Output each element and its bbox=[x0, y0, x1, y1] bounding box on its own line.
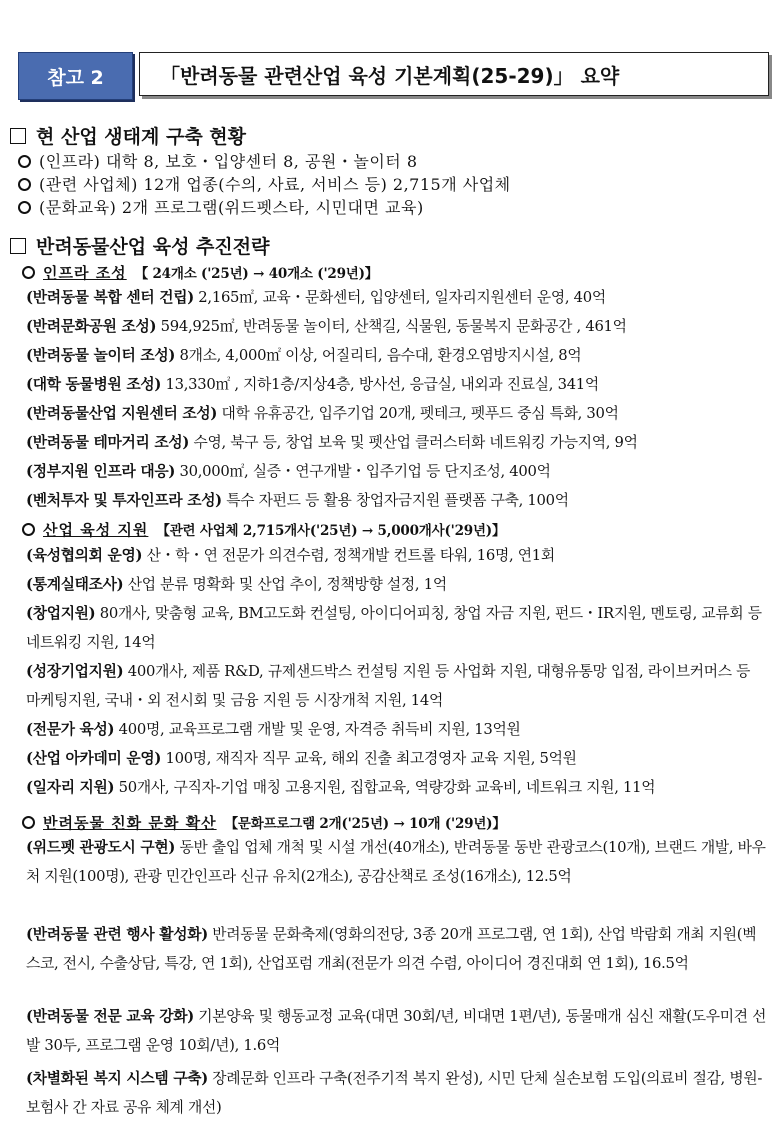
list-item: (반려동물 놀이터 조성) 8개소, 4,000㎡ 이상, 어질리티, 음수대, 환경오염방지시설, 8억 bbox=[26, 347, 582, 364]
list-item: (성장기업지원) 400개사, 제품 R&D, 규제샌드박스 컨설팅 지원 등 사업화 지원, 대형유통망 입점, 라이브커머스 등 마케팅지원, 국내・외 전시회 및 금융 지원 등 시장개척 지원, 14억 bbox=[26, 663, 751, 709]
ring-bullet-icon bbox=[22, 816, 35, 829]
list-item: (반려동물 전문 교육 강화) 기본양육 및 행동교정 교육(대면 30회/년, 비대면 1편/년), 동물매개 심신 재활(도우미견 선발 30두, 프로그램 운영 10회/년), 1.6억 bbox=[26, 1008, 767, 1054]
strategy-group-culture: 반려동물 친화 문화 확산 【문화프로그램 2개('25년) → 10개 ('29년)】 bbox=[22, 812, 506, 833]
status-bullet-businesses: (관련 사업체) 12개 업종(수의, 사료, 서비스 등) 2,715개 사업체 bbox=[18, 172, 511, 195]
list-item: (반려동물 테마거리 조성) 수영, 북구 등, 창업 보육 및 펫산업 클러스터화 네트워킹 가능지역, 9억 bbox=[26, 434, 638, 451]
list-item: (창업지원) 80개사, 맞춤형 교육, BM고도화 컨설팅, 아이디어피칭, 창업 자금 지원, 펀드・IR지원, 멘토링, 교류회 등 네트워킹 지원, 14억 bbox=[26, 605, 762, 651]
ring-bullet-icon bbox=[22, 266, 35, 279]
section-heading-strategy: 반려동물산업 육성 추진전략 bbox=[10, 232, 269, 259]
list-item: (반려동물 복합 센터 건립) 2,165㎡, 교육・문화센터, 입양센터, 일자리지원센터 운영, 40억 bbox=[26, 289, 606, 306]
list-item: (반려동물 관련 행사 활성화) 반려동물 문화축제(영화의전당, 3종 20개 프로그램, 연 1회), 산업 박람회 개최 지원(벡스코, 전시, 수출상담, 특강, 연 1회), 산업포럼 개최(전문가 의견 수렴, 아이디어 경진대회 연 1회), 16.5억 bbox=[26, 926, 757, 972]
ring-bullet-icon bbox=[22, 523, 35, 536]
ring-bullet-icon bbox=[18, 155, 31, 168]
reference-tag: 참고 2 bbox=[18, 52, 133, 100]
list-item: (정부지원 인프라 대응) 30,000㎡, 실증・연구개발・입주기업 등 단지조성, 400억 bbox=[26, 463, 551, 480]
list-item: (통계실태조사) 산업 분류 명확화 및 산업 추이, 정책방향 설정, 1억 bbox=[26, 576, 447, 593]
list-item: (일자리 지원) 50개사, 구직자-기업 매칭 고용지원, 집합교육, 역량강화 교육비, 네트워크 지원, 11억 bbox=[26, 779, 656, 796]
ring-bullet-icon bbox=[18, 178, 31, 191]
document-header bbox=[18, 52, 774, 100]
list-item: (반려문화공원 조성) 594,925㎡, 반려동물 놀이터, 산책길, 식물원, 동물복지 문화공간 , 461억 bbox=[26, 318, 627, 335]
status-bullet-infra: (인프라) 대학 8, 보호・입양센터 8, 공원・놀이터 8 bbox=[18, 149, 418, 172]
list-item: (육성협의회 운영) 산・학・연 전문가 의견수렴, 정책개발 컨트롤 타워, 16명, 연1회 bbox=[26, 547, 555, 564]
section-heading-current-status: 현 산업 생태계 구축 현황 bbox=[10, 122, 246, 149]
list-item: (위드펫 관광도시 구현) 동반 출입 업체 개척 및 시설 개선(40개소), 반려동물 동반 관광코스(10개), 브랜드 개발, 바우처 지원(100명), 관광 민간인프라 신규 유치(2개소), 공감산책로 조성(16개소), 12.5억 bbox=[26, 839, 766, 885]
ring-bullet-icon bbox=[18, 201, 31, 214]
document-title: 「반려동물 관련산업 육성 기본계획(25-29)」 요약 bbox=[139, 52, 769, 96]
list-item: (산업 아카데미 운영) 100명, 재직자 직무 교육, 해외 진출 최고경영자 교육 지원, 5억원 bbox=[26, 750, 577, 767]
list-item: (대학 동물병원 조성) 13,330㎡ , 지하1층/지상4층, 방사선, 응급실, 내외과 진료실, 341억 bbox=[26, 376, 599, 393]
list-item: (벤처투자 및 투자인프라 조성) 특수 자펀드 등 활용 창업자금지원 플랫폼 구축, 100억 bbox=[26, 492, 569, 509]
list-item: (차별화된 복지 시스템 구축) 장례문화 인프라 구축(전주기적 복지 완성), 시민 단체 실손보험 도입(의료비 절감, 병원-보험사 간 자료 공유 체계 개선) bbox=[26, 1070, 763, 1116]
status-bullet-culture: (문화교육) 2개 프로그램(위드펫스타, 시민대면 교육) bbox=[18, 195, 424, 218]
strategy-group-infra: 인프라 조성 【 24개소 ('25년) → 40개소 ('29년)】 bbox=[22, 262, 378, 283]
list-item: (반려동물산업 지원센터 조성) 대학 유휴공간, 입주기업 20개, 펫테크, 펫푸드 중심 특화, 30억 bbox=[26, 405, 619, 422]
square-bullet-icon bbox=[10, 238, 26, 254]
list-item: (전문가 육성) 400명, 교육프로그램 개발 및 운영, 자격증 취득비 지원, 13억원 bbox=[26, 721, 521, 738]
strategy-group-industry: 산업 육성 지원 【관련 사업체 2,715개사('25년) → 5,000개사('29년)】 bbox=[22, 519, 505, 540]
square-bullet-icon bbox=[10, 128, 26, 144]
